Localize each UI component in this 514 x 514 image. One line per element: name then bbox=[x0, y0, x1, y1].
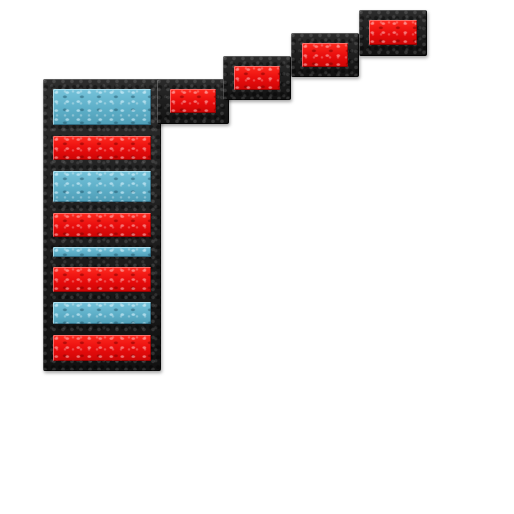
column-stripe bbox=[53, 213, 151, 237]
column-stripe bbox=[53, 247, 151, 257]
column-stripe bbox=[53, 302, 151, 324]
stair-block-2 bbox=[223, 56, 291, 100]
stair-tile bbox=[234, 66, 280, 90]
column-stripe bbox=[53, 267, 151, 292]
stair-tile bbox=[302, 43, 348, 67]
stair-tile bbox=[170, 89, 216, 113]
column-stripe bbox=[53, 335, 151, 361]
column-stripe bbox=[53, 89, 151, 125]
stair-block-3 bbox=[291, 33, 359, 77]
stair-block-4 bbox=[359, 10, 427, 56]
column-stripe bbox=[53, 171, 151, 202]
column-stripe bbox=[53, 136, 151, 160]
stair-tile bbox=[369, 20, 417, 45]
striped-column-frame bbox=[43, 79, 161, 371]
stair-block-1 bbox=[157, 79, 229, 124]
